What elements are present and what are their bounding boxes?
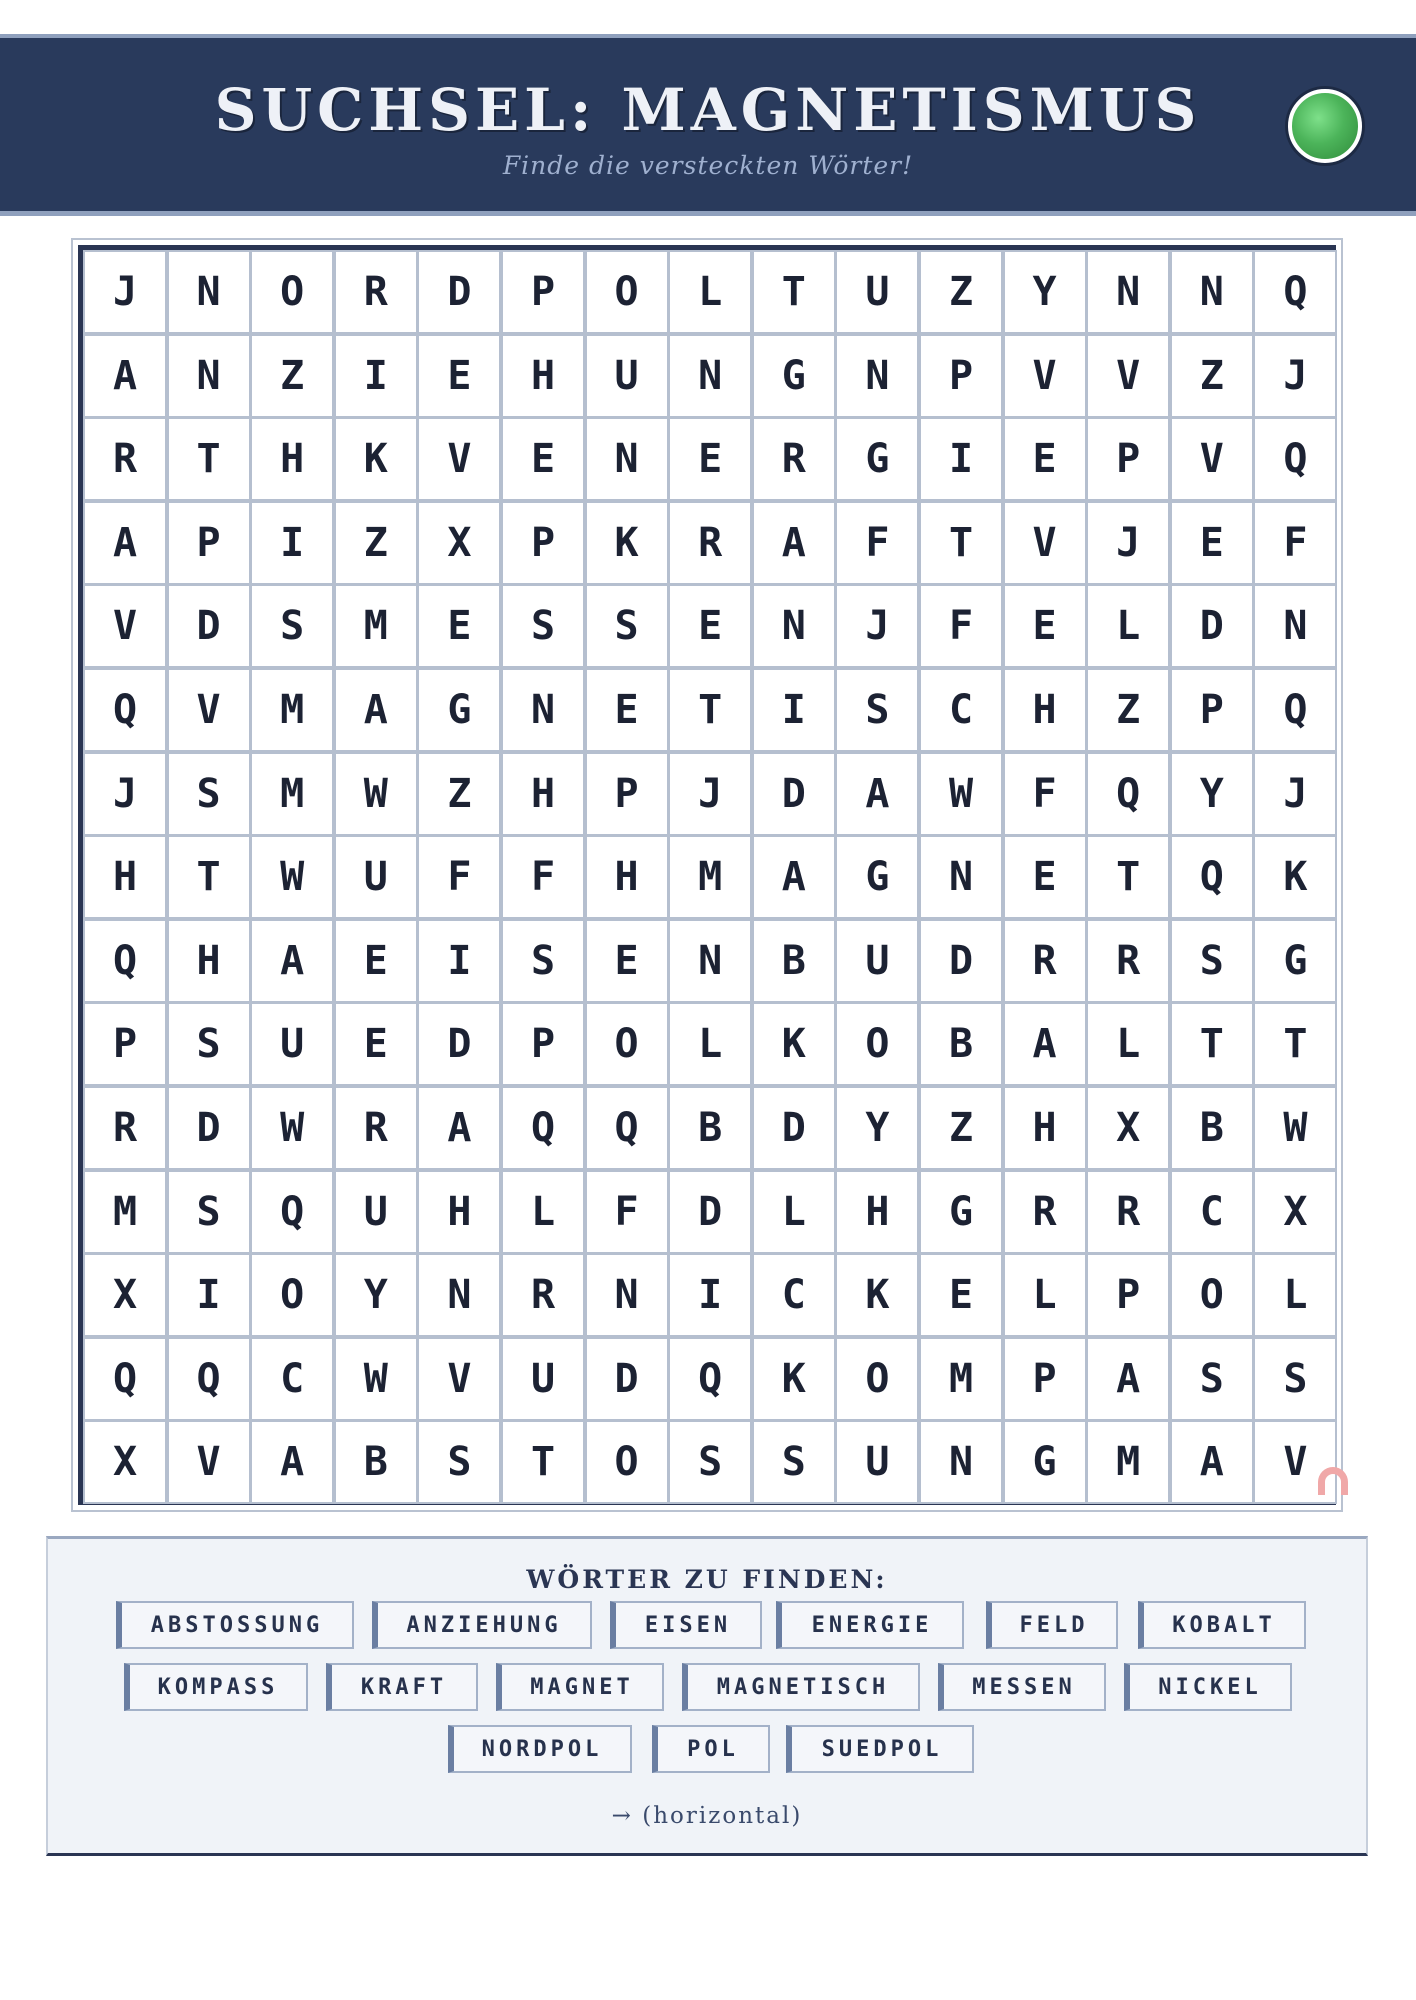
grid-cell[interactable]: V xyxy=(417,417,501,501)
grid-cell[interactable]: V xyxy=(417,1337,501,1421)
grid-cell[interactable]: A xyxy=(1086,1337,1170,1421)
grid-cell[interactable]: Z xyxy=(334,501,418,585)
grid-cell[interactable]: H xyxy=(585,835,669,919)
grid-cell[interactable]: A xyxy=(1170,1420,1254,1504)
grid-cell[interactable]: P xyxy=(501,501,585,585)
grid-cell[interactable]: M xyxy=(919,1337,1003,1421)
direction-hint: → (horizontal) xyxy=(611,1803,803,1829)
grid-cell[interactable]: M xyxy=(250,752,334,836)
grid-cell[interactable]: N xyxy=(167,334,251,418)
grid-cell[interactable]: P xyxy=(83,1002,167,1086)
grid-cell[interactable]: Z xyxy=(1086,668,1170,752)
grid-cell[interactable]: N xyxy=(919,835,1003,919)
grid-cell[interactable]: E xyxy=(585,668,669,752)
grid-cell[interactable]: V xyxy=(1253,1420,1337,1504)
grid-cell[interactable]: R xyxy=(334,250,418,334)
grid-cell[interactable]: Q xyxy=(1170,835,1254,919)
grid-cell[interactable]: O xyxy=(1170,1253,1254,1337)
grid-cell[interactable]: K xyxy=(752,1002,836,1086)
grid-cell[interactable]: P xyxy=(501,1002,585,1086)
word-chip: KOMPASS xyxy=(124,1663,308,1711)
grid-cell[interactable]: N xyxy=(585,417,669,501)
grid-cell[interactable]: T xyxy=(919,501,1003,585)
grid-cell[interactable]: Q xyxy=(585,1086,669,1170)
grid-cell[interactable]: D xyxy=(167,1086,251,1170)
grid-cell[interactable]: P xyxy=(1086,1253,1170,1337)
grid-cell[interactable]: F xyxy=(585,1170,669,1254)
grid-cell[interactable]: H xyxy=(250,417,334,501)
grid-cell[interactable]: S xyxy=(668,1420,752,1504)
grid-cell[interactable]: Z xyxy=(919,250,1003,334)
grid-cell[interactable]: L xyxy=(668,250,752,334)
word-list-heading: WÖRTER ZU FINDEN: xyxy=(526,1565,888,1594)
grid-cell[interactable]: S xyxy=(501,584,585,668)
grid-cell[interactable]: V xyxy=(1170,417,1254,501)
grid-cell[interactable]: Y xyxy=(1170,752,1254,836)
grid-cell[interactable]: Z xyxy=(417,752,501,836)
grid-cell[interactable]: I xyxy=(250,501,334,585)
grid-cell[interactable]: P xyxy=(585,752,669,836)
grid-cell[interactable]: E xyxy=(919,1253,1003,1337)
grid-cell[interactable]: B xyxy=(752,919,836,1003)
grid-cell[interactable]: P xyxy=(1170,668,1254,752)
grid-cell[interactable]: W xyxy=(334,752,418,836)
grid-cell[interactable]: X xyxy=(1086,1086,1170,1170)
grid-cell[interactable]: E xyxy=(1003,835,1087,919)
grid-cell[interactable]: A xyxy=(752,835,836,919)
grid-cell[interactable]: C xyxy=(1170,1170,1254,1254)
grid-cell[interactable]: A xyxy=(417,1086,501,1170)
page-title: SUCHSEL: MAGNETISMUS xyxy=(214,76,1202,144)
grid-cell[interactable]: N xyxy=(1253,584,1337,668)
grid-cell[interactable]: R xyxy=(752,417,836,501)
grid-cell[interactable]: U xyxy=(334,1170,418,1254)
grid-cell[interactable]: Q xyxy=(668,1337,752,1421)
word-chip: ANZIEHUNG xyxy=(372,1601,592,1649)
grid-cell[interactable]: S xyxy=(835,668,919,752)
grid-cell[interactable]: R xyxy=(1003,1170,1087,1254)
grid-cell[interactable]: O xyxy=(250,250,334,334)
grid-cell[interactable]: M xyxy=(250,668,334,752)
grid-cell[interactable]: R xyxy=(83,1086,167,1170)
grid-cell[interactable]: O xyxy=(585,1420,669,1504)
grid-cell[interactable]: M xyxy=(668,835,752,919)
header-banner xyxy=(0,34,1416,216)
grid-cell[interactable]: D xyxy=(1170,584,1254,668)
grid-cell[interactable]: M xyxy=(334,584,418,668)
grid-cell[interactable]: P xyxy=(1003,1337,1087,1421)
word-chip: MESSEN xyxy=(938,1663,1106,1711)
grid-cell[interactable]: S xyxy=(752,1420,836,1504)
grid-cell[interactable]: G xyxy=(417,668,501,752)
grid-cell[interactable]: E xyxy=(668,417,752,501)
grid-cell[interactable]: H xyxy=(83,835,167,919)
grid-cell[interactable]: D xyxy=(167,584,251,668)
grid-cell[interactable]: U xyxy=(250,1002,334,1086)
word-chip: NICKEL xyxy=(1124,1663,1292,1711)
grid-cell[interactable]: K xyxy=(334,417,418,501)
grid-cell[interactable]: T xyxy=(752,250,836,334)
grid-cell[interactable]: Y xyxy=(835,1086,919,1170)
grid-cell[interactable]: Y xyxy=(1003,250,1087,334)
word-chip: FELD xyxy=(986,1601,1118,1649)
grid-cell[interactable]: I xyxy=(752,668,836,752)
grid-cell[interactable]: I xyxy=(417,919,501,1003)
word-chip: SUEDPOL xyxy=(786,1725,974,1773)
word-chip: KOBALT xyxy=(1138,1601,1306,1649)
grid-cell[interactable]: A xyxy=(1003,1002,1087,1086)
grid-cell[interactable]: P xyxy=(919,334,1003,418)
grid-cell[interactable]: P xyxy=(501,250,585,334)
grid-cell[interactable]: C xyxy=(250,1337,334,1421)
grid-cell[interactable]: D xyxy=(668,1170,752,1254)
grid-cell[interactable]: A xyxy=(752,501,836,585)
grid-cell[interactable]: T xyxy=(167,417,251,501)
grid-cell[interactable]: Q xyxy=(167,1337,251,1421)
grid-cell[interactable]: N xyxy=(835,334,919,418)
grid-cell[interactable]: S xyxy=(167,1002,251,1086)
grid-cell[interactable]: A xyxy=(83,501,167,585)
grid-cell[interactable]: V xyxy=(1086,334,1170,418)
grid-cell[interactable]: X xyxy=(83,1253,167,1337)
grid-cell[interactable]: T xyxy=(1086,835,1170,919)
grid-cell[interactable]: A xyxy=(334,668,418,752)
grid-cell[interactable]: L xyxy=(501,1170,585,1254)
grid-cell[interactable]: W xyxy=(250,835,334,919)
grid-cell[interactable]: A xyxy=(250,1420,334,1504)
grid-cell[interactable]: N xyxy=(1086,250,1170,334)
grid-cell[interactable]: M xyxy=(1086,1420,1170,1504)
grid-cell[interactable]: J xyxy=(83,250,167,334)
grid-cell[interactable]: B xyxy=(1170,1086,1254,1170)
grid-cell[interactable]: P xyxy=(1086,417,1170,501)
grid-cell[interactable]: R xyxy=(1086,1170,1170,1254)
grid-cell[interactable]: I xyxy=(167,1253,251,1337)
grid-cell[interactable]: E xyxy=(1170,501,1254,585)
grid-cell[interactable]: R xyxy=(1003,919,1087,1003)
grid-cell[interactable]: J xyxy=(83,752,167,836)
grid-cell[interactable]: R xyxy=(334,1086,418,1170)
grid-cell[interactable]: L xyxy=(668,1002,752,1086)
word-chip: MAGNETISCH xyxy=(682,1663,920,1711)
grid-cell[interactable]: T xyxy=(501,1420,585,1504)
word-chip: POL xyxy=(652,1725,770,1773)
grid-cell[interactable]: N xyxy=(919,1420,1003,1504)
grid-cell[interactable]: H xyxy=(835,1170,919,1254)
grid-cell[interactable]: D xyxy=(919,919,1003,1003)
grid-cell[interactable]: V xyxy=(1003,334,1087,418)
grid-cell[interactable]: E xyxy=(1003,417,1087,501)
grid-cell[interactable]: T xyxy=(1170,1002,1254,1086)
grid-cell[interactable]: G xyxy=(1003,1420,1087,1504)
grid-cell[interactable]: G xyxy=(1253,919,1337,1003)
grid-cell[interactable]: B xyxy=(919,1002,1003,1086)
grid-cell[interactable]: N xyxy=(167,250,251,334)
page-subtitle: Finde die versteckten Wörter! xyxy=(502,151,914,180)
grid-cell[interactable]: W xyxy=(250,1086,334,1170)
grid-cell[interactable]: S xyxy=(1170,1337,1254,1421)
grid-cell[interactable]: Q xyxy=(501,1086,585,1170)
grid-cell[interactable]: J xyxy=(1253,752,1337,836)
grid-cell[interactable]: T xyxy=(668,668,752,752)
grid-cell[interactable]: S xyxy=(1253,1337,1337,1421)
grid-cell[interactable]: L xyxy=(1086,584,1170,668)
grid-cell[interactable]: F xyxy=(417,835,501,919)
grid-cell[interactable]: E xyxy=(417,584,501,668)
grid-cell[interactable]: I xyxy=(668,1253,752,1337)
word-list-panel xyxy=(46,1536,1368,1856)
grid-cell[interactable]: G xyxy=(752,334,836,418)
grid-cell[interactable]: Q xyxy=(83,668,167,752)
grid-cell[interactable]: E xyxy=(334,1002,418,1086)
grid-cell[interactable]: U xyxy=(585,334,669,418)
grid-cell[interactable]: P xyxy=(167,501,251,585)
grid-cell[interactable]: U xyxy=(501,1337,585,1421)
grid-cell[interactable]: F xyxy=(835,501,919,585)
word-chip: ABSTOSSUNG xyxy=(116,1601,354,1649)
grid-cell[interactable]: F xyxy=(1003,752,1087,836)
grid-cell[interactable]: L xyxy=(752,1170,836,1254)
grid-cell[interactable]: Q xyxy=(1253,250,1337,334)
grid-cell[interactable]: W xyxy=(919,752,1003,836)
grid-cell[interactable]: S xyxy=(585,584,669,668)
grid-cell[interactable]: N xyxy=(668,334,752,418)
grid-cell[interactable]: K xyxy=(585,501,669,585)
grid-cell[interactable]: Q xyxy=(83,919,167,1003)
grid-cell[interactable]: C xyxy=(752,1253,836,1337)
grid-cell[interactable]: F xyxy=(919,584,1003,668)
grid-cell[interactable]: S xyxy=(167,1170,251,1254)
grid-cell[interactable]: S xyxy=(250,584,334,668)
grid-cell[interactable]: X xyxy=(83,1420,167,1504)
grid-cell[interactable]: S xyxy=(501,919,585,1003)
grid-cell[interactable]: O xyxy=(250,1253,334,1337)
grid-cell[interactable]: I xyxy=(334,334,418,418)
grid-cell[interactable]: H xyxy=(1003,1086,1087,1170)
grid-cell[interactable]: B xyxy=(668,1086,752,1170)
grid-cell[interactable]: H xyxy=(167,919,251,1003)
grid-cell[interactable]: Q xyxy=(83,1337,167,1421)
grid-cell[interactable]: S xyxy=(1170,919,1254,1003)
grid-cell[interactable]: U xyxy=(835,250,919,334)
grid-cell[interactable]: E xyxy=(1003,584,1087,668)
grid-cell[interactable]: V xyxy=(83,584,167,668)
grid-cell[interactable]: O xyxy=(835,1337,919,1421)
grid-cell[interactable]: T xyxy=(167,835,251,919)
grid-cell[interactable]: L xyxy=(1253,1253,1337,1337)
grid-cell[interactable]: J xyxy=(1086,501,1170,585)
grid-cell[interactable]: X xyxy=(417,501,501,585)
grid-cell[interactable]: U xyxy=(334,835,418,919)
grid-cell[interactable]: Q xyxy=(1253,668,1337,752)
grid-cell[interactable]: N xyxy=(668,919,752,1003)
grid-cell[interactable]: K xyxy=(752,1337,836,1421)
grid-cell[interactable]: W xyxy=(334,1337,418,1421)
grid-cell[interactable]: E xyxy=(668,584,752,668)
grid-cell[interactable]: U xyxy=(835,919,919,1003)
grid-cell[interactable]: D xyxy=(585,1337,669,1421)
grid-cell[interactable]: N xyxy=(417,1253,501,1337)
grid-cell[interactable]: T xyxy=(1253,1002,1337,1086)
grid-cell[interactable]: K xyxy=(1253,835,1337,919)
grid-cell[interactable]: W xyxy=(1253,1086,1337,1170)
grid-cell[interactable]: Q xyxy=(250,1170,334,1254)
grid-cell[interactable]: N xyxy=(752,584,836,668)
grid-cell[interactable]: Z xyxy=(250,334,334,418)
status-dot-icon xyxy=(1288,89,1362,163)
grid-cell[interactable]: O xyxy=(835,1002,919,1086)
grid-cell[interactable]: N xyxy=(501,668,585,752)
grid-cell[interactable]: G xyxy=(835,835,919,919)
grid-cell[interactable]: Y xyxy=(334,1253,418,1337)
grid-cell[interactable]: A xyxy=(250,919,334,1003)
grid-cell[interactable]: F xyxy=(501,835,585,919)
grid-cell[interactable]: G xyxy=(835,417,919,501)
grid-cell[interactable]: R xyxy=(83,417,167,501)
magnet-icon xyxy=(1318,1467,1348,1495)
grid-cell[interactable]: H xyxy=(501,752,585,836)
grid-cell[interactable]: L xyxy=(1086,1002,1170,1086)
grid-cell[interactable]: B xyxy=(334,1420,418,1504)
grid-cell[interactable]: S xyxy=(417,1420,501,1504)
grid-cell[interactable]: H xyxy=(1003,668,1087,752)
grid-cell[interactable]: D xyxy=(417,1002,501,1086)
grid-cell[interactable]: E xyxy=(501,417,585,501)
grid-cell[interactable]: C xyxy=(919,668,1003,752)
grid-cell[interactable]: A xyxy=(83,334,167,418)
grid-cell[interactable]: N xyxy=(1170,250,1254,334)
grid-cell[interactable]: O xyxy=(585,250,669,334)
word-chip: NORDPOL xyxy=(448,1725,632,1773)
grid-cell[interactable]: R xyxy=(501,1253,585,1337)
grid-cell[interactable]: E xyxy=(585,919,669,1003)
grid-cell[interactable]: G xyxy=(919,1170,1003,1254)
word-chip: MAGNET xyxy=(496,1663,664,1711)
grid-cell[interactable]: M xyxy=(83,1170,167,1254)
word-chip: ENERGIE xyxy=(776,1601,964,1649)
word-chip: KRAFT xyxy=(326,1663,478,1711)
grid-cell[interactable]: J xyxy=(835,584,919,668)
grid-cell[interactable]: J xyxy=(1253,334,1337,418)
grid-cell[interactable]: F xyxy=(1253,501,1337,585)
grid-cell[interactable]: V xyxy=(1003,501,1087,585)
grid-cell[interactable]: D xyxy=(417,250,501,334)
grid-cell[interactable]: Z xyxy=(1170,334,1254,418)
grid-cell[interactable]: Q xyxy=(1253,417,1337,501)
grid-cell[interactable]: I xyxy=(919,417,1003,501)
grid-cell[interactable]: H xyxy=(501,334,585,418)
grid-cell[interactable]: Q xyxy=(1086,752,1170,836)
grid-cell[interactable]: E xyxy=(334,919,418,1003)
grid-cell[interactable]: O xyxy=(585,1002,669,1086)
grid-cell[interactable]: K xyxy=(835,1253,919,1337)
grid-cell[interactable]: R xyxy=(668,501,752,585)
grid-cell[interactable]: U xyxy=(835,1420,919,1504)
grid-cell[interactable]: V xyxy=(167,668,251,752)
grid-cell[interactable]: D xyxy=(752,752,836,836)
grid-cell[interactable]: J xyxy=(668,752,752,836)
grid-cell[interactable]: X xyxy=(1253,1170,1337,1254)
grid-cell[interactable]: A xyxy=(835,752,919,836)
grid-cell[interactable]: N xyxy=(585,1253,669,1337)
grid-cell[interactable]: Z xyxy=(919,1086,1003,1170)
grid-cell[interactable]: D xyxy=(752,1086,836,1170)
grid-cell[interactable]: E xyxy=(417,334,501,418)
grid-cell[interactable]: L xyxy=(1003,1253,1087,1337)
grid-cell[interactable]: R xyxy=(1086,919,1170,1003)
word-chip: EISEN xyxy=(610,1601,762,1649)
grid-cell[interactable]: V xyxy=(167,1420,251,1504)
grid-cell[interactable]: S xyxy=(167,752,251,836)
grid-cell[interactable]: H xyxy=(417,1170,501,1254)
